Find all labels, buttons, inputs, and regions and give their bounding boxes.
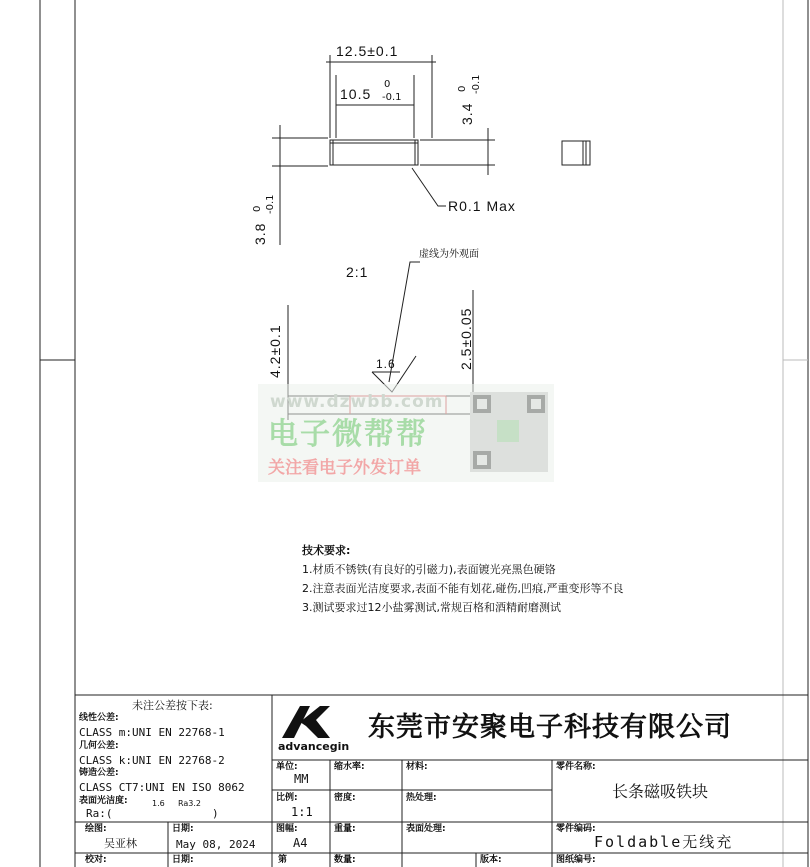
company-logo-mark: [282, 706, 330, 738]
geometric-tolerance-value: CLASS k:UNI EN 22768-2: [79, 754, 225, 767]
heat-treatment-label: 热处理:: [406, 793, 437, 803]
drawer-label: 绘图:: [85, 824, 107, 834]
unit-value: MM: [294, 772, 309, 786]
side-tolerance-lower: -0.1: [265, 194, 276, 214]
checker-label: 校对:: [85, 855, 107, 865]
shrink-rate-label: 缩水率:: [334, 762, 365, 772]
part-name: 长条磁吸铁块: [612, 782, 709, 801]
company-name: 东莞市安聚电子科技有限公司: [368, 712, 732, 743]
part-name-label: 零件名称:: [556, 762, 596, 772]
version-label: 版本:: [480, 855, 502, 865]
inner-dimension: 10.5: [340, 86, 372, 102]
density-label: 密度:: [334, 793, 356, 803]
weight-label: 重量:: [334, 824, 356, 834]
dashed-line-note: 虚线为外观面: [419, 249, 479, 260]
page-label: 第: [278, 855, 288, 865]
detail-left-dimension: 4.2±0.1: [267, 324, 283, 378]
checker-date-label: 日期:: [172, 855, 194, 865]
inner-tolerance-lower: -0.1: [382, 92, 402, 103]
geometric-tolerance-label: 几何公差:: [79, 741, 119, 751]
quantity-label: 数量:: [334, 855, 356, 865]
roughness-close: ): [212, 807, 219, 820]
scale-label: 比例:: [276, 793, 298, 803]
watermark-site: www.dzwbb.com: [270, 392, 444, 412]
technical-notes-title: 技术要求:: [302, 544, 351, 557]
surface-treatment-label: 表面处理:: [406, 824, 446, 834]
casting-tolerance-value: CLASS CT7:UNI EN ISO 8062: [79, 781, 245, 794]
roughness-symbol-value: 1.6: [376, 357, 396, 371]
height-tolerance-upper: 0: [457, 85, 468, 92]
material-label: 材料:: [406, 762, 428, 772]
part-number-label: 零件编码:: [556, 824, 596, 834]
tolerance-header: 未注公差按下表:: [132, 699, 213, 712]
side-view: [562, 141, 590, 165]
scale-value: 1:1: [291, 805, 313, 819]
height-tolerance-lower: -0.1: [471, 74, 482, 94]
drawing-number-label: 图纸编号:: [556, 855, 596, 865]
radius-note: R0.1 Max: [448, 198, 516, 214]
detail-scale: 2:1: [346, 264, 369, 280]
part-number: Foldable无线充: [594, 833, 734, 851]
drawer-name: 吴亚林: [104, 837, 137, 850]
roughness-symbol-1: 1.6: [152, 799, 165, 808]
height-dimension: 3.4: [459, 102, 475, 125]
roughness-value: Ra:(: [86, 807, 113, 820]
casting-tolerance-label: 铸造公差:: [79, 768, 119, 778]
width-dimension: 12.5±0.1: [336, 43, 399, 59]
inner-tolerance-upper: 0: [384, 79, 391, 90]
watermark-brand: 电子微帮帮: [268, 417, 428, 452]
sheet-size-value: A4: [293, 836, 308, 850]
roughness-symbol-2: Ra3.2: [178, 799, 202, 808]
sheet-size-label: 图幅:: [276, 824, 298, 834]
technical-note-2: 2.注意表面光洁度要求,表面不能有划花,碰伤,凹痕,严重变形等不良: [302, 582, 624, 595]
technical-note-1: 1.材质不锈铁(有良好的引磁力),表面镀光亮黑色硬铬: [302, 563, 556, 576]
watermark-slogan: 关注看电子外发订单: [268, 458, 421, 478]
technical-note-3: 3.测试要求过12小盐雾测试,常规百格和酒精耐磨测试: [302, 601, 561, 614]
side-tolerance-upper: 0: [252, 205, 263, 212]
drawing-date: May 08, 2024: [176, 838, 256, 851]
technical-notes: [302, 541, 623, 617]
linear-tolerance-label: 线性公差:: [79, 713, 119, 723]
linear-tolerance-value: CLASS m:UNI EN 22768-1: [79, 726, 225, 739]
roughness-label: 表面光洁度:: [79, 796, 128, 806]
side-dimension: 3.8: [252, 222, 268, 245]
detail-right-dimension: 2.5±0.05: [458, 307, 474, 370]
date-label: 日期:: [172, 824, 194, 834]
company-logo-text: advancegin: [278, 740, 350, 753]
unit-label: 单位:: [276, 762, 298, 772]
